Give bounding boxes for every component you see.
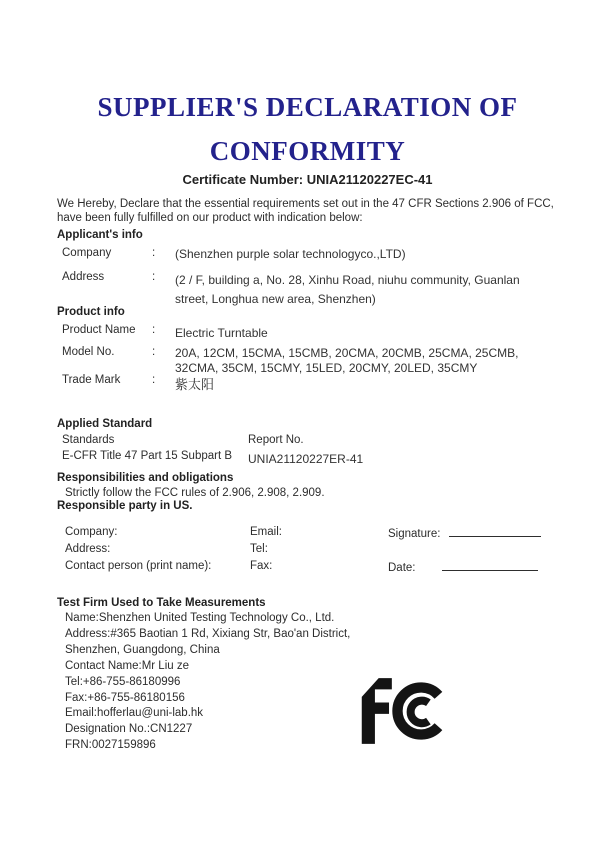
- address-row: [62, 271, 558, 309]
- product-info-heading: Product info: [57, 306, 125, 318]
- party-company-label: Company:: [65, 526, 118, 538]
- party-address-label: Address:: [65, 543, 111, 556]
- model-no-label: Model No.: [62, 346, 115, 358]
- trade-mark-value: 紫太阳: [175, 377, 215, 392]
- party-email-label: Email:: [250, 526, 282, 538]
- standards-value: E-CFR Title 47 Part 15 Subpart B: [62, 450, 233, 462]
- document-title-line2: CONFORMITY: [209, 136, 406, 166]
- separator-colon: :: [152, 247, 156, 259]
- test-firm-heading: Test Firm Used to Take Measurements: [57, 597, 266, 609]
- company-label: Company: [62, 247, 112, 259]
- test-firm-frn: FRN:0027159896: [65, 739, 156, 752]
- address-label: Address: [62, 271, 105, 283]
- report-no-value: UNIA21120227ER-41: [248, 452, 364, 466]
- responsibilities-text: Strictly follow the FCC rules of 2.906, 2.908, 2.909.: [65, 487, 325, 499]
- test-firm-address-line1: Address:#365 Baotian 1 Rd, Xixiang Str, Bao'an District,: [65, 627, 351, 640]
- test-firm-tel: Tel:+86-755-86180996: [65, 675, 181, 688]
- address-value-line2: street, Longhua new area, Shenzhen): [175, 292, 376, 306]
- product-name-value: Electric Turntable: [175, 326, 268, 340]
- trade-mark-row: [62, 374, 558, 393]
- model-no-value-line1: 20A, 12CM, 15CMA, 15CMB, 20CMA, 20CMB, 25CMA, 25CMB,: [175, 346, 519, 360]
- separator-colon: :: [152, 346, 156, 358]
- party-fax-label: Fax:: [250, 560, 273, 573]
- test-firm-details: [65, 611, 350, 754]
- declaration-line1: We Hereby, Declare that the essential requirements set out in the 47 CFR Sections 2.906 of FCC,: [57, 198, 554, 210]
- model-no-value-line2: 32CMA, 35CM, 15CMY, 15LED, 20CMY, 20LED, 35CMY: [175, 361, 478, 375]
- report-no-label: Report No.: [248, 434, 304, 446]
- test-firm-contact-name: Contact Name:Mr Liu ze: [65, 659, 189, 672]
- party-contact-label: Contact person (print name):: [65, 560, 212, 573]
- document-title-line1: SUPPLIER'S DECLARATION OF: [97, 92, 518, 122]
- test-firm-email: Email:hofferlau@uni-lab.hk: [65, 707, 204, 720]
- responsibilities-heading: Responsibilities and obligations: [57, 472, 234, 484]
- separator-colon: :: [152, 374, 156, 386]
- party-empty-cell: [388, 543, 559, 560]
- responsible-party-form: [65, 526, 559, 578]
- separator-colon: :: [152, 271, 156, 283]
- fcc-logo-icon: [358, 674, 452, 748]
- party-date-cell: [388, 560, 559, 577]
- declaration-text: [57, 197, 563, 225]
- test-firm-name: Name:Shenzhen United Testing Technology Co., Ltd.: [65, 612, 335, 624]
- company-value: (Shenzhen purple solar technologyco.,LTD): [175, 247, 406, 261]
- party-signature-cell: [388, 526, 559, 543]
- declaration-line2: have been fully fulfilled on our product with indication below:: [57, 212, 363, 224]
- responsible-party-heading: Responsible party in US.: [57, 500, 193, 512]
- standards-label: Standards: [62, 434, 115, 446]
- party-signature-label: Signature:: [388, 528, 441, 540]
- date-blank-line: [442, 560, 538, 571]
- standards-column: [62, 434, 232, 462]
- test-firm-fax: Fax:+86-755-86180156: [65, 691, 185, 704]
- party-date-label: Date:: [388, 562, 416, 575]
- certificate-number: Certificate Number: UNIA21120227EC-41: [182, 172, 433, 187]
- applied-standard-heading: Applied Standard: [57, 418, 153, 430]
- test-firm-designation-no: Designation No.:CN1227: [65, 723, 193, 736]
- product-name-row: [62, 324, 558, 340]
- applicant-info-heading: Applicant's info: [57, 229, 143, 241]
- test-firm-address-line2: Shenzhen, Guangdong, China: [65, 643, 220, 656]
- address-value-line1: (2 / F, building a, No. 28, Xinhu Road, niuhu community, Guanlan: [175, 273, 520, 287]
- trade-mark-label: Trade Mark: [62, 374, 121, 386]
- signature-blank-line: [449, 526, 541, 537]
- company-row: [62, 247, 558, 261]
- report-column: [248, 434, 363, 466]
- product-name-label: Product Name: [62, 324, 136, 336]
- separator-colon: :: [152, 324, 156, 336]
- party-tel-label: Tel:: [250, 543, 268, 556]
- model-no-row: [62, 346, 558, 376]
